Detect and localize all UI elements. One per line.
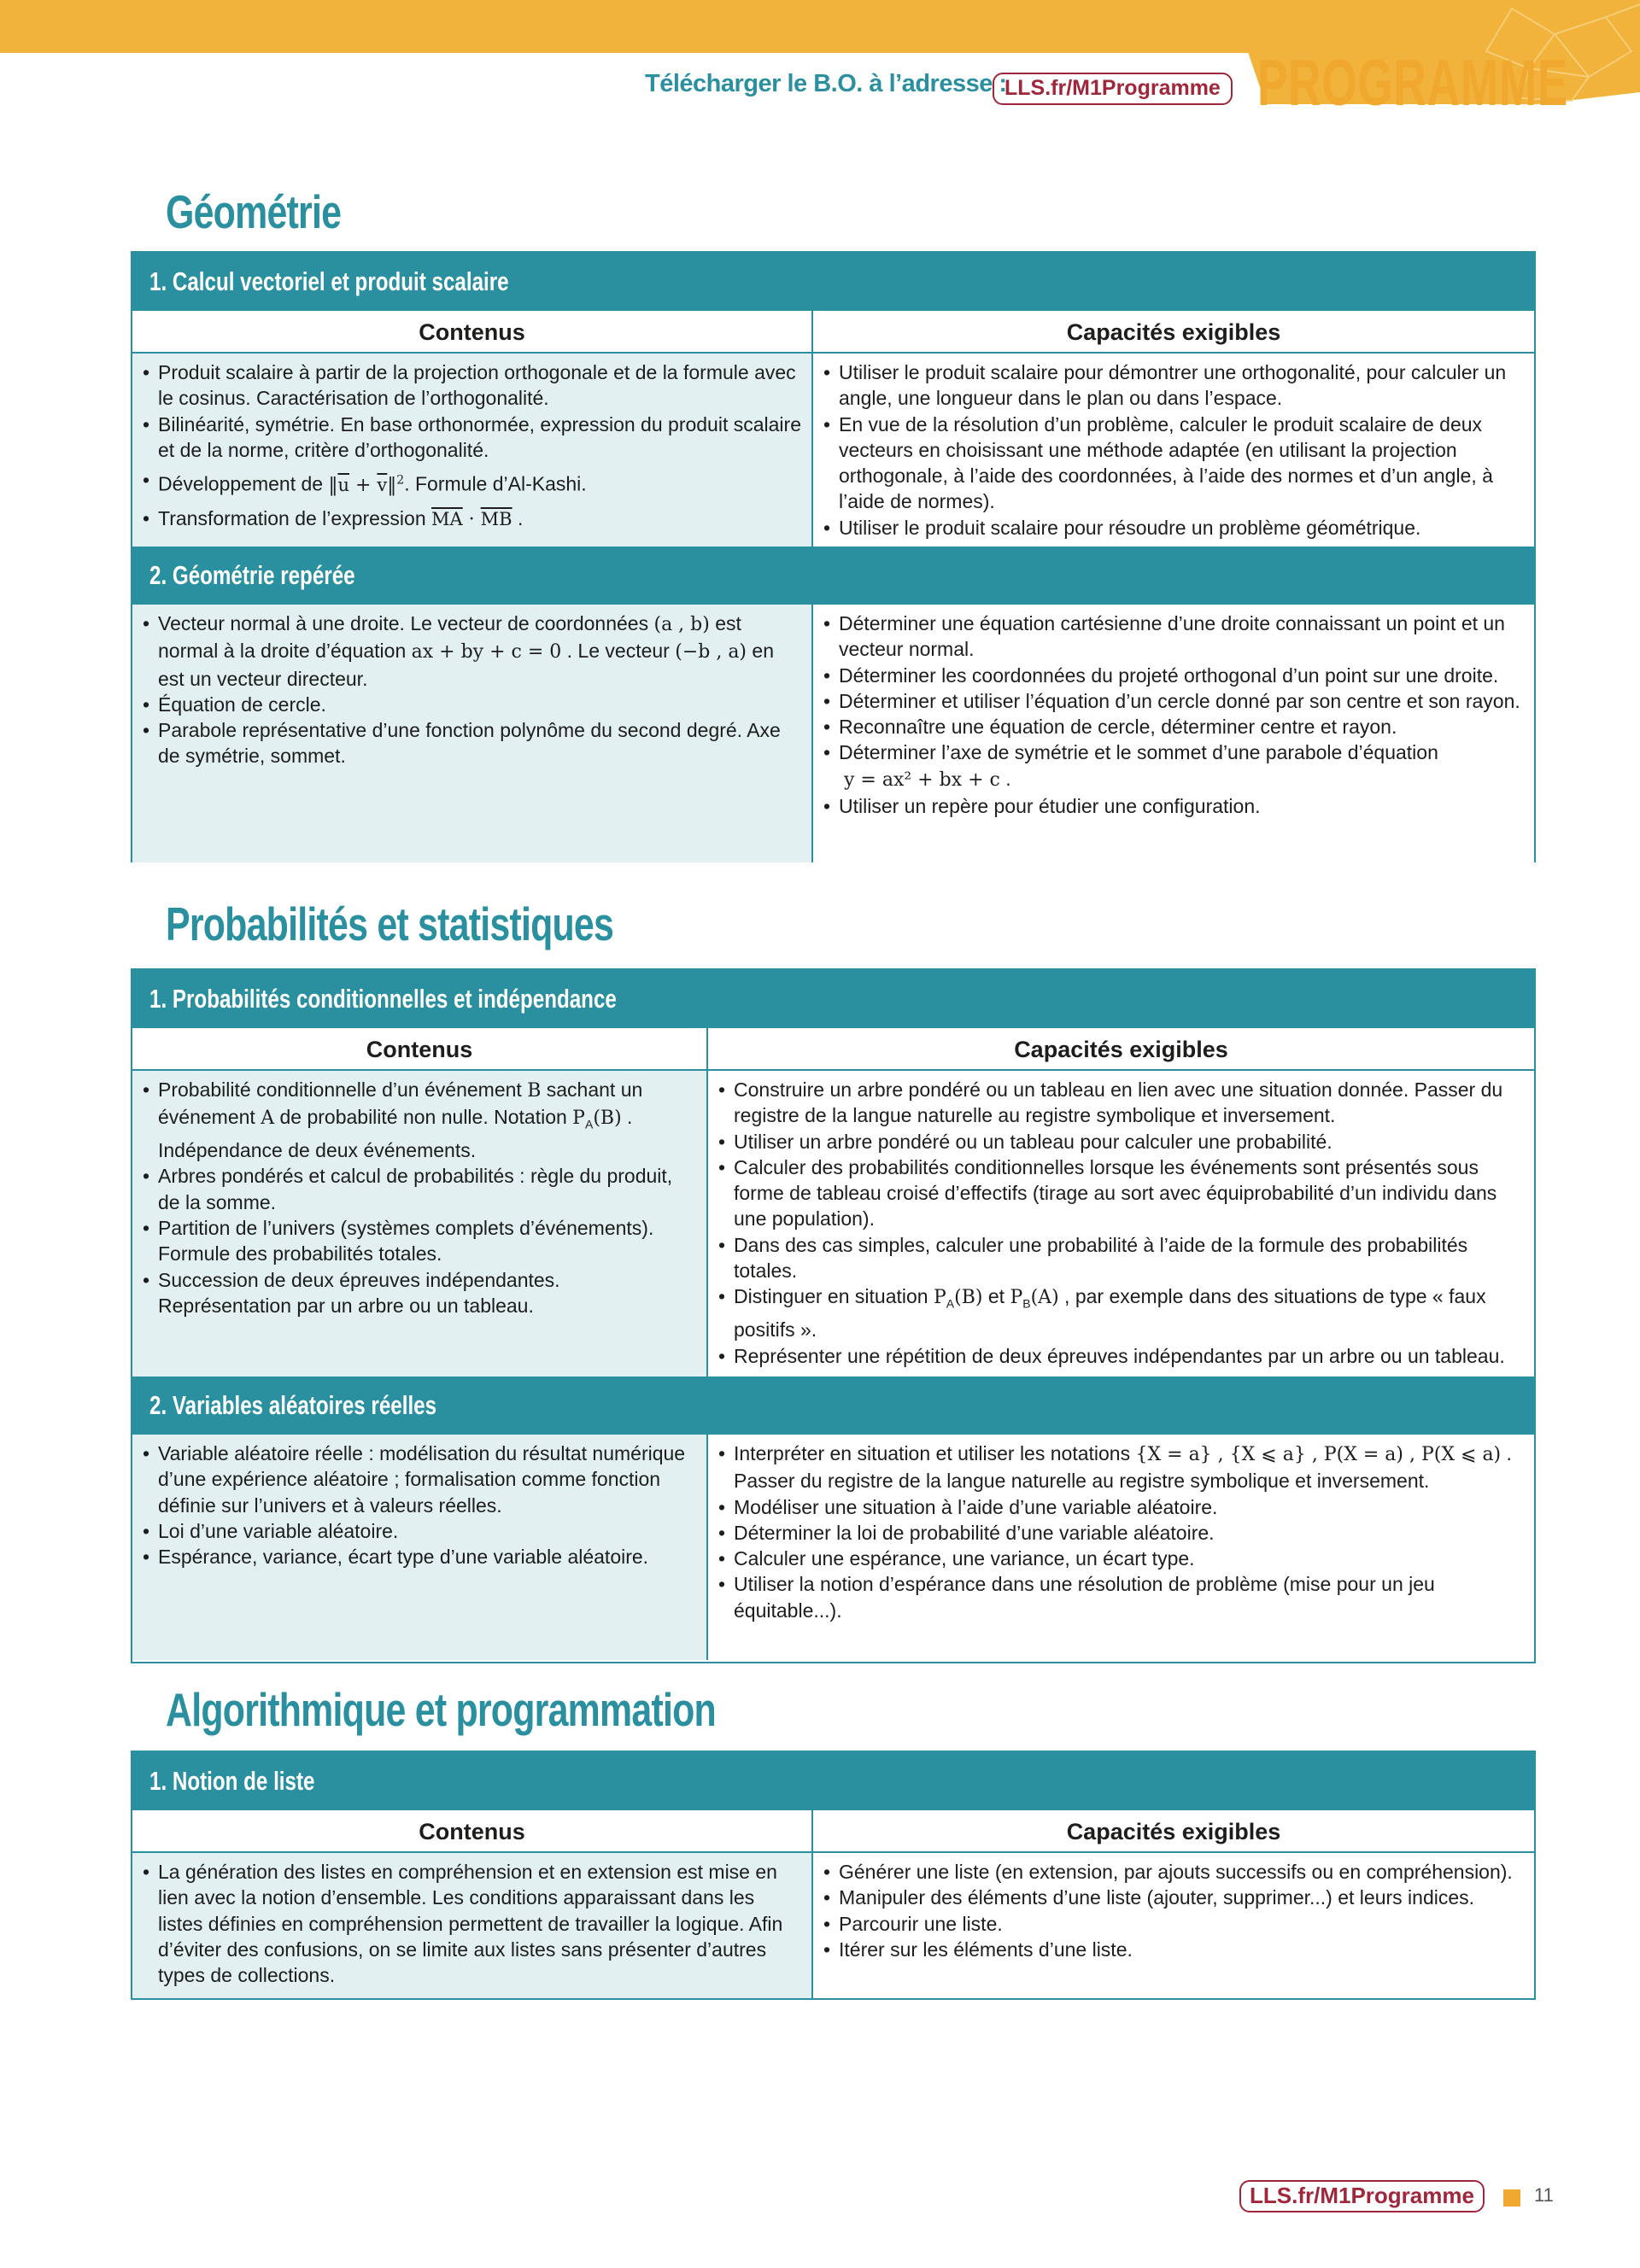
list-text: Distinguer en situation <box>734 1285 934 1308</box>
capacites-cell <box>813 354 1534 547</box>
list-item: • Dans des cas simples, calculer une probabilité à l’aide de la formule des probabilités totales. <box>718 1232 1526 1284</box>
section-title-geometrie: Géométrie <box>166 185 342 238</box>
table-probabilites <box>131 968 1536 1663</box>
list-item: • Déterminer et utiliser l’équation d’un cercle donné par son centre et son rayon. <box>823 688 1526 714</box>
list-item: • Représenter une répétition de deux épreuves indépendantes par un arbre ou un tableau. <box>718 1343 1526 1369</box>
list-item: • Modéliser une situation à l’aide d’une variable aléatoire. <box>718 1494 1526 1520</box>
list-item: • Parcourir une liste. <box>823 1911 1526 1937</box>
section-title-probabilites: Probabilités et statistiques <box>166 897 614 950</box>
math-op: + <box>349 474 378 496</box>
capacites-cell <box>708 1071 1534 1377</box>
capacites-cell <box>813 605 1534 862</box>
list-text: . <box>999 767 1011 790</box>
list-text: Probabilité conditionnelle d’un événement <box>158 1078 528 1101</box>
programme-badge: PROGRAMME <box>1257 47 1568 120</box>
math-expression: (−b , a) <box>675 641 747 663</box>
list-item: • Déterminer les coordonnées du projeté orthogonal d’un point sur une droite. <box>823 663 1526 688</box>
exponent: 2 <box>396 473 405 488</box>
subsection-title: 1. Notion de liste <box>149 1766 315 1796</box>
list-text: de probabilité non nulle. Notation <box>274 1106 573 1129</box>
list-item: • Succession de deux épreuves indépendantes. Représentation par un arbre ou un tableau. <box>143 1267 698 1319</box>
math-expression: A <box>261 1108 275 1130</box>
list-item <box>718 1441 1526 1494</box>
math-expression: (B) <box>954 1287 983 1309</box>
contenus-cell <box>132 605 813 862</box>
footer-square <box>1503 2189 1520 2207</box>
column-header-contenus: Contenus <box>132 1028 708 1071</box>
contenus-cell <box>132 1071 708 1377</box>
list-item: • Calculer des probabilités conditionnelles lorsque les événements sont présentés sous forme de tableau croisé d’effectifs (tirage au sort avec équiprobabilité d’un individu dans une population). <box>718 1154 1526 1232</box>
subsection-band <box>132 1752 1534 1810</box>
norm-expression: $‖\overline{u}$ + $\overline{v}‖^2$ <box>328 473 405 496</box>
column-header-capacites: Capacités exigibles <box>708 1028 1534 1071</box>
list-text: . Passer du registre de la langue naturelle au registre symbolique et inversement. <box>734 1442 1512 1493</box>
download-label: Télécharger le B.O. à l’adresse : <box>645 70 1007 97</box>
list-item <box>718 1283 1526 1342</box>
list-item: • Produit scalaire à partir de la projection orthogonale et de la formule avec le cosinus. Caractérisation de l’orthogonalité. <box>143 359 803 412</box>
column-header-contenus: Contenus <box>132 1810 813 1853</box>
list-text: sachant un événement <box>158 1078 643 1129</box>
column-header-capacites: Capacités exigibles <box>813 1810 1534 1853</box>
list-item: • Équation de cercle. <box>143 692 803 717</box>
list-item <box>823 739 1526 793</box>
list-item: • Arbres pondérés et calcul de probabilités : règle du produit, de la somme. <box>143 1163 698 1215</box>
list-item: • Espérance, variance, écart type d’une variable aléatoire. <box>143 1544 698 1569</box>
capacites-cell <box>708 1435 1534 1660</box>
capacites-cell <box>813 1853 1534 1998</box>
math-expression: ax + by + c = 0 <box>411 641 562 663</box>
math-expression: (a , b) <box>653 614 710 635</box>
math-subscript: A <box>584 1117 594 1131</box>
list-text: est normal à la droite d’équation <box>158 612 741 663</box>
math-expression: y = ax² + bx + c <box>844 769 1000 791</box>
subsection-band <box>132 1377 1534 1435</box>
subsection-band <box>132 547 1534 605</box>
list-item: • Reconnaître une équation de cercle, déterminer centre et rayon. <box>823 714 1526 739</box>
list-item: • Loi d’une variable aléatoire. <box>143 1518 698 1544</box>
list-item <box>143 1077 698 1163</box>
list-item <box>143 611 803 692</box>
subsection-band <box>132 970 1534 1028</box>
list-item: • Itérer sur les éléments d’une liste. <box>823 1937 1526 1962</box>
table-algorithmique <box>131 1751 1536 2000</box>
list-item <box>143 463 803 502</box>
math-expression: {X = a} , {X ⩽ a} , P(X = a) , P(X ⩽ a) <box>1135 1444 1502 1465</box>
list-item: • La génération des listes en compréhension et en extension est mise en lien avec la notion d’ensemble. Les conditions apparaissant dans les listes définies en compréhension permettent de travailler la logique. Afin d’éviter des confusions, on se limite aux listes sans présenter d’autres types de collections. <box>143 1859 803 1988</box>
vector-mb: $\overline{MB}$ <box>480 508 512 529</box>
math-expression: P <box>572 1108 585 1130</box>
list-item: • Utiliser un repère pour étudier une configuration. <box>823 793 1526 819</box>
contenus-cell <box>132 1853 813 1998</box>
list-item: • Bilinéarité, symétrie. En base orthonormée, expression du produit scalaire et de la norme, critère d’orthogonalité. <box>143 412 803 464</box>
math-subscript: A <box>946 1296 955 1311</box>
math-expression: P <box>933 1287 946 1309</box>
vector-ma: $\overline{MA}$ <box>431 508 463 529</box>
math-op: · <box>462 508 481 530</box>
vector-u: $\overline{u}$ <box>337 474 349 495</box>
column-header-capacites: Capacités exigibles <box>813 311 1534 354</box>
list-text: Déterminer l’axe de symétrie et le sommet d’une parabole d’équation <box>839 741 1438 764</box>
list-item: • Manipuler des éléments d’une liste (ajouter, supprimer...) et leurs indices. <box>823 1885 1526 1910</box>
list-text: . Le vecteur <box>561 640 676 663</box>
page-number: 11 <box>1534 2184 1554 2206</box>
list-item: • Variable aléatoire réelle : modélisation du résultat numérique d’une expérience aléatoire ; formalisation comme fonction définie sur l’univers et à valeurs réelles. <box>143 1441 698 1518</box>
section-title-algorithmique: Algorithmique et programmation <box>166 1683 716 1736</box>
list-text: . Formule d’Al-Kashi. <box>404 472 587 495</box>
list-item: • Partition de l’univers (systèmes complets d’événements). Formule des probabilités totales. <box>143 1215 698 1267</box>
math-expression: (B) <box>593 1108 622 1130</box>
list-item: • Utiliser un arbre pondéré ou un tableau pour calculer une probabilité. <box>718 1129 1526 1154</box>
math-expression: (A) <box>1030 1287 1059 1309</box>
list-item: • Construire un arbre pondéré ou un tableau en lien avec une situation donnée. Passer du registre de la langue naturelle au registre symbolique et inversement. <box>718 1077 1526 1129</box>
list-text: Transformation de l’expression <box>158 506 432 529</box>
list-item: • Déterminer une équation cartésienne d’une droite connaissant un point et un vecteur normal. <box>823 611 1526 663</box>
list-text: . Indépendance de deux événements. <box>158 1106 633 1162</box>
subsection-title: 2. Variables aléatoires réelles <box>149 1390 437 1420</box>
list-text: Vecteur normal à une droite. Le vecteur de coordonnées <box>158 612 654 634</box>
list-text: , par exemple dans des situations de type « faux positifs ». <box>734 1285 1486 1342</box>
list-item: • Parabole représentative d’une fonction polynôme du second degré. Axe de symétrie, sommet. <box>143 717 803 769</box>
contenus-cell <box>132 1435 708 1660</box>
vector-v: $\overline{v}$ <box>377 474 388 495</box>
list-text: Développement de <box>158 472 329 495</box>
bo-link[interactable]: LLS.fr/M1Programme <box>993 73 1233 105</box>
footer-link[interactable]: LLS.fr/M1Programme <box>1239 2180 1485 2212</box>
table-geometrie <box>131 251 1536 862</box>
column-header-contenus: Contenus <box>132 311 813 354</box>
list-text: Interpréter en situation et utiliser les notations <box>734 1442 1136 1464</box>
list-text: et <box>982 1285 1010 1308</box>
list-item: • Utiliser la notion d’espérance dans une résolution de problème (mise pour un jeu équitable...). <box>718 1571 1526 1623</box>
math-subscript: B <box>1022 1296 1031 1311</box>
list-item: • Calculer une espérance, une variance, un écart type. <box>718 1546 1526 1571</box>
math-op: . <box>512 506 524 529</box>
subsection-band <box>132 253 1534 311</box>
list-text: en est un vecteur directeur. <box>158 640 774 690</box>
list-item: • Utiliser le produit scalaire pour démontrer une orthogonalité, pour calculer un angle, une longueur dans le plan ou dans l’espace. <box>823 359 1526 412</box>
math-expression: B <box>527 1080 542 1102</box>
list-item: • Déterminer la loi de probabilité d’une variable aléatoire. <box>718 1520 1526 1546</box>
list-item: • Générer une liste (en extension, par ajouts successifs ou en compréhension). <box>823 1859 1526 1885</box>
contenus-cell <box>132 354 813 547</box>
list-item: • En vue de la résolution d’un problème, calculer le produit scalaire de deux vecteurs en choisissant une méthode adaptée (en utilisant la projection orthogonale, à l’aide des coordonnées, à l’aide des normes et d’un angle, à l’aide de normes). <box>823 412 1526 515</box>
list-item: • Utiliser le produit scalaire pour résoudre un problème géométrique. <box>823 515 1526 541</box>
subsection-title: 1. Probabilités conditionnelles et indépendance <box>149 984 617 1014</box>
subsection-title: 2. Géométrie repérée <box>149 560 355 590</box>
math-expression: P <box>1010 1287 1023 1309</box>
subsection-title: 1. Calcul vectoriel et produit scalaire <box>149 266 509 296</box>
list-item <box>143 503 803 535</box>
